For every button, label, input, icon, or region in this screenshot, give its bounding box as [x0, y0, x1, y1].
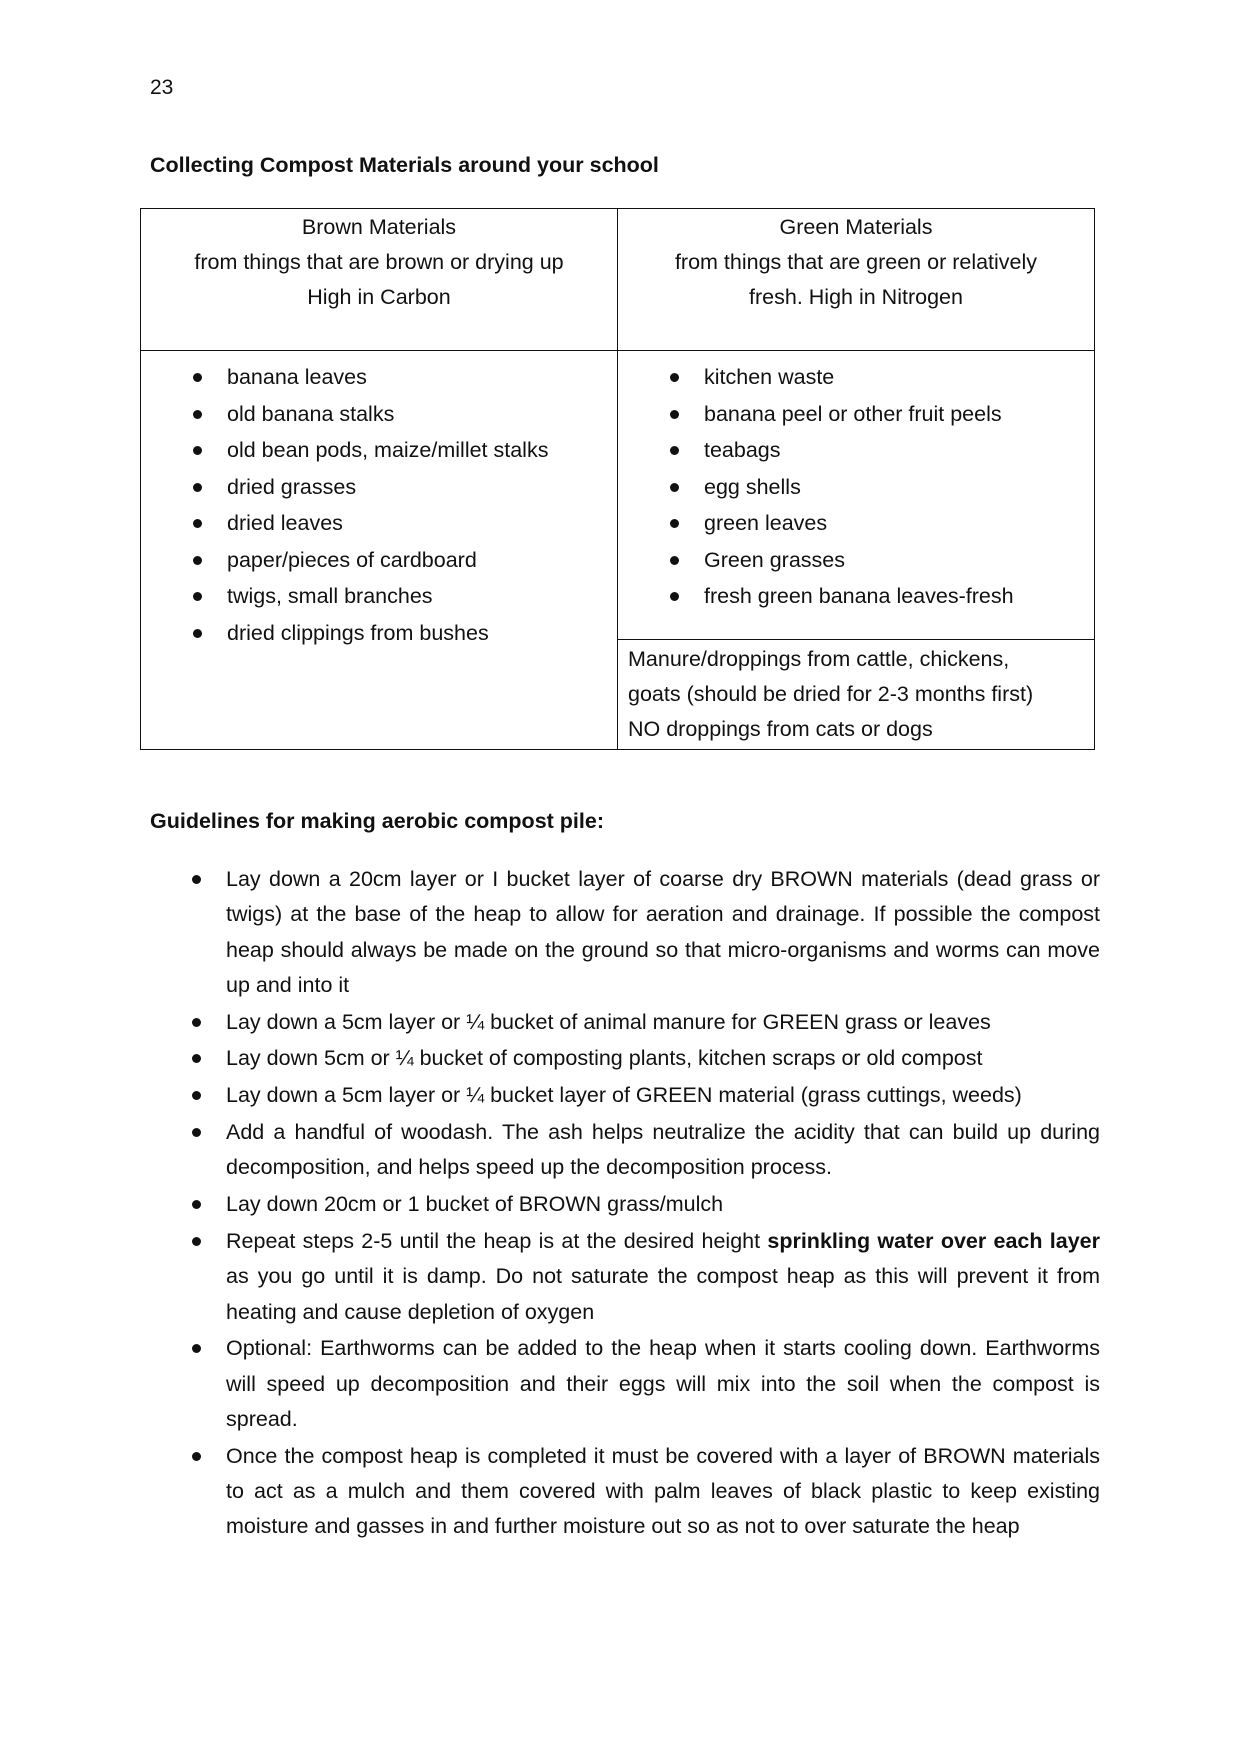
brown-subtitle: from things that are brown or drying up: [194, 250, 564, 274]
green-material-item: fresh green banana leaves-fresh: [618, 578, 1094, 615]
manure-note-line: NO droppings from cats or dogs: [628, 717, 933, 741]
green-title: Green Materials: [779, 215, 933, 239]
brown-material-item: dried leaves: [141, 505, 617, 542]
table-body-row: [141, 351, 1095, 750]
section-heading-guidelines: Guidelines for making aerobic compost pile:: [150, 809, 604, 833]
green-items-section: [618, 351, 1094, 640]
guideline-text-post: as you go until it is damp. Do not saturate the compost heap as this will prevent it from heating and cause depletion of oxygen: [226, 1264, 1100, 1324]
green-material-item: egg shells: [618, 469, 1094, 506]
guideline-item: Add a handful of woodash. The ash helps neutralize the acidity that can build up during decomposition, and helps speed up the decomposition process.: [150, 1115, 1100, 1186]
guideline-item: Optional: Earthworms can be added to the heap when it starts cooling down. Earthworms will speed up decomposition and their eggs will mix into the soil when the compost is spread.: [150, 1331, 1100, 1437]
brown-material-item: dried grasses: [141, 469, 617, 506]
green-materials-list: [618, 351, 1094, 621]
guideline-item: Once the compost heap is completed it must be covered with a layer of BROWN materials to act as a mulch and them covered with palm leaves of black plastic to keep existing moisture and gasses in and further moisture out so as not to over saturate the heap: [150, 1439, 1100, 1545]
brown-material-item: paper/pieces of cardboard: [141, 542, 617, 579]
brown-material-item: banana leaves: [141, 359, 617, 396]
guideline-item: [150, 1224, 1100, 1330]
green-material-item: banana peel or other fruit peels: [618, 396, 1094, 433]
green-note: fresh. High in Nitrogen: [749, 285, 963, 309]
table-header-row: [141, 209, 1095, 351]
manure-note-line: goats (should be dried for 2-3 months first): [628, 682, 1034, 706]
brown-note: High in Carbon: [307, 285, 451, 309]
green-material-item: green leaves: [618, 505, 1094, 542]
brown-title: Brown Materials: [301, 215, 457, 239]
guideline-text-bold: sprinkling water over each layer: [767, 1228, 1100, 1253]
brown-material-item: twigs, small branches: [141, 578, 617, 615]
brown-materials-cell: [141, 351, 618, 750]
brown-materials-header: [141, 209, 618, 351]
green-subtitle: from things that are green or relatively: [674, 250, 1038, 274]
green-material-item: teabags: [618, 432, 1094, 469]
green-material-item: Green grasses: [618, 542, 1094, 579]
brown-material-item: dried clippings from bushes: [141, 615, 617, 652]
green-materials-header: [618, 209, 1095, 351]
guideline-item: Lay down a 20cm layer or I bucket layer of coarse dry BROWN materials (dead grass or twigs) at the base of the heap to allow for aeration and drainage. If possible the compost heap should always be made on the ground so that micro-organisms and worms can move up and into it: [150, 862, 1100, 1003]
page-number: 23: [150, 76, 174, 99]
brown-material-item: old banana stalks: [141, 396, 617, 433]
guideline-item: Lay down 20cm or 1 bucket of BROWN grass/mulch: [150, 1187, 1100, 1222]
guideline-text-pre: Repeat steps 2-5 until the heap is at the desired height: [226, 1228, 768, 1253]
manure-note-line: Manure/droppings from cattle, chickens,: [628, 647, 1010, 671]
guideline-item: Lay down 5cm or ¼ bucket of composting plants, kitchen scraps or old compost: [150, 1041, 1100, 1076]
brown-material-item: old bean pods, maize/millet stalks: [141, 432, 617, 469]
guideline-item: Lay down a 5cm layer or ¼ bucket of animal manure for GREEN grass or leaves: [150, 1005, 1100, 1040]
manure-note: [618, 640, 1094, 747]
section-heading-materials: Collecting Compost Materials around your school: [150, 153, 659, 177]
compost-materials-table: [140, 208, 1095, 750]
brown-materials-list: [141, 351, 617, 657]
guidelines-list: [150, 862, 1100, 1546]
green-materials-cell: [618, 351, 1095, 750]
green-material-item: kitchen waste: [618, 359, 1094, 396]
guideline-item: Lay down a 5cm layer or ¼ bucket layer of GREEN material (grass cuttings, weeds): [150, 1078, 1100, 1113]
